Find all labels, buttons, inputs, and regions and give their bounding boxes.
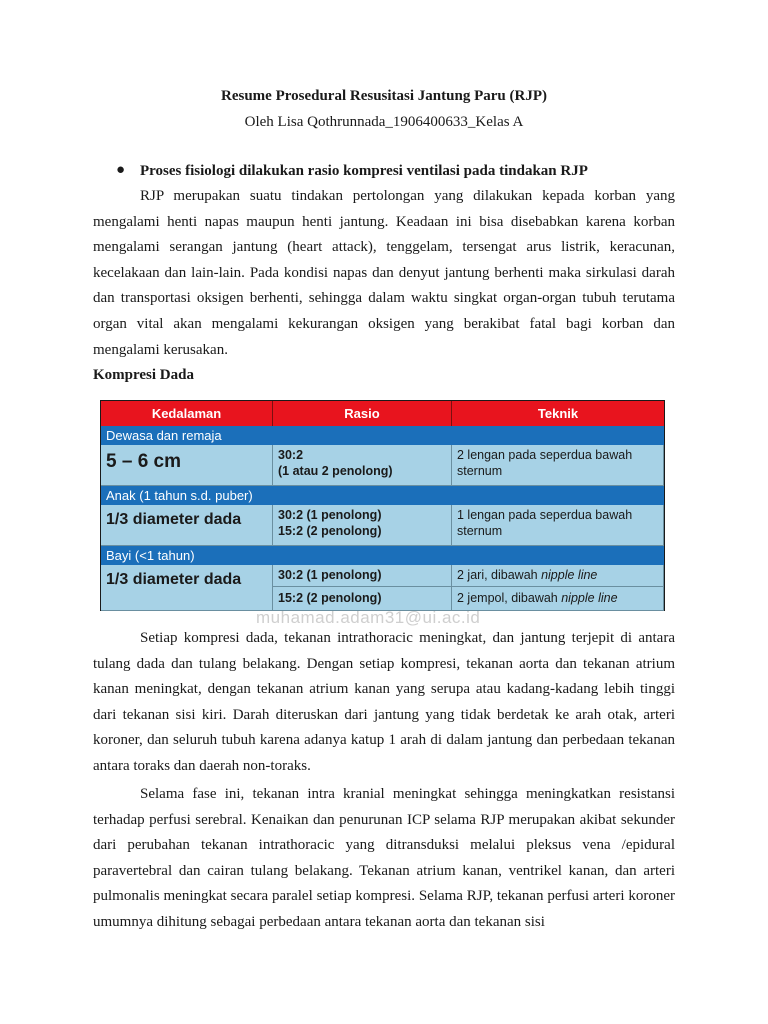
document-title: Resume Prosedural Resusitasi Jantung Paru (RJP) <box>221 88 547 104</box>
technique-bayi-line1 <box>452 565 663 587</box>
ratio-dewasa <box>273 445 452 486</box>
technique-bayi-line2 <box>452 587 663 609</box>
paragraph-intro-text: RJP merupakan suatu tindakan pertolongan yang dilakukan kepada korban yang mengalami henti napas maupun henti jantung. Keadaan ini bisa disebabkan karena korban mengalami serangan jantung (heart attack), tenggelam, tersengat arus listrik, keracunan, kecelakaan dan lain-lain. Pada kondisi napas dan denyut jantung berhenti maka sirkulasi darah dan transportasi oksigen berhenti, sehingga dalam waktu singkat organ-organ tubuh terutama organ vital akan mengalami kekurangan oksigen yang berakibat fatal bagi korban dan mengalami kerusakan. <box>93 188 675 358</box>
header-teknik: Teknik <box>537 406 579 421</box>
bullet-heading: Proses fisiologi dilakukan rasio kompresi ventilasi pada tindakan RJP <box>140 163 588 179</box>
cpr-compression-table <box>100 400 665 611</box>
table-header-row <box>101 401 664 426</box>
technique-bayi <box>452 565 664 611</box>
ratio-anak <box>273 505 452 546</box>
bullet-icon: ● <box>116 162 126 178</box>
section-label-dewasa: Dewasa dan remaja <box>101 426 664 445</box>
ratio-anak-line1: 30:2 (1 penolong) <box>278 508 382 522</box>
depth-anak: 1/3 diameter dada <box>101 505 273 546</box>
depth-bayi: 1/3 diameter dada <box>101 565 273 611</box>
technique-bayi-line1-text: 2 jari, dibawah <box>457 568 542 582</box>
ratio-bayi-line2: 15:2 (2 penolong) <box>278 591 382 605</box>
paragraph-phase-text: Selama fase ini, tekanan intra kranial meningkat sehingga meningkatkan resistansi terhadap perfusi serebral. Kenaikan dan penurunan ICP selama RJP merupakan akibat sekunder dari perubahan tekanan intrathoracic yang ditransduksi melalui pleksus vena /epidural paravertebral dan cairan tulang belakang. Tekanan atrium kanan, ventrikel kanan, dan arteri pulmonalis meningkat secara paralel setiap kompresi. Selama RJP, tekanan perfusi arteri koroner umumnya dihitung sebagai perbedaan antara tekanan aorta dan tekanan sisi <box>93 786 675 930</box>
paragraph-phase <box>93 782 675 936</box>
document-author: Oleh Lisa Qothrunnada_1906400633_Kelas A <box>244 114 524 130</box>
technique-dewasa: 2 lengan pada seperdua bawah sternum <box>452 445 664 486</box>
paragraph-compression <box>93 626 675 780</box>
watermark: muhamad.adam31@ui.ac.id <box>256 608 481 627</box>
table-row-dewasa <box>101 445 664 486</box>
table-row-bayi <box>101 565 664 611</box>
ratio-dewasa-line2: (1 atau 2 penolong) <box>278 464 393 478</box>
paragraph-compression-text: Setiap kompresi dada, tekanan intrathoracic meningkat, dan jantung terjepit di antara tulang dada dan tulang belakang. Dengan setiap kompresi, tekanan aorta dan tekanan atrium kanan meningkat, dengan tekanan atrium kanan yang serupa atau kadang-kadang lebih tinggi dari tekanan sisi kiri. Darah diteruskan dari jantung yang tidak berdetak ke arah otak, arteri koroner, dan seluruh tubuh karena adanya katup 1 arah di dalam jantung dan perbedaan tekanan antara toraks dan daerah non-toraks. <box>93 630 675 774</box>
header-rasio: Rasio <box>273 401 452 426</box>
ratio-dewasa-line1: 30:2 <box>278 448 304 462</box>
paragraph-intro <box>93 184 675 363</box>
ratio-bayi-line1: 30:2 (1 penolong) <box>273 565 451 587</box>
technique-anak: 1 lengan pada seperdua bawah sternum <box>452 505 664 546</box>
depth-dewasa: 5 – 6 cm <box>101 445 273 486</box>
technique-bayi-line2-text: 2 jempol, dibawah <box>457 591 562 605</box>
header-kedalaman: Kedalaman <box>101 401 273 426</box>
section-heading-kompresi: Kompresi Dada <box>93 367 194 383</box>
technique-bayi-line2-em: nipple line <box>561 591 618 605</box>
section-label-anak: Anak (1 tahun s.d. puber) <box>101 486 664 505</box>
ratio-bayi <box>273 565 452 611</box>
table-row-anak <box>101 505 664 546</box>
section-label-bayi: Bayi (<1 tahun) <box>101 546 664 565</box>
ratio-anak-line2: 15:2 (2 penolong) <box>278 524 382 538</box>
technique-bayi-line1-em: nipple line <box>541 568 598 582</box>
